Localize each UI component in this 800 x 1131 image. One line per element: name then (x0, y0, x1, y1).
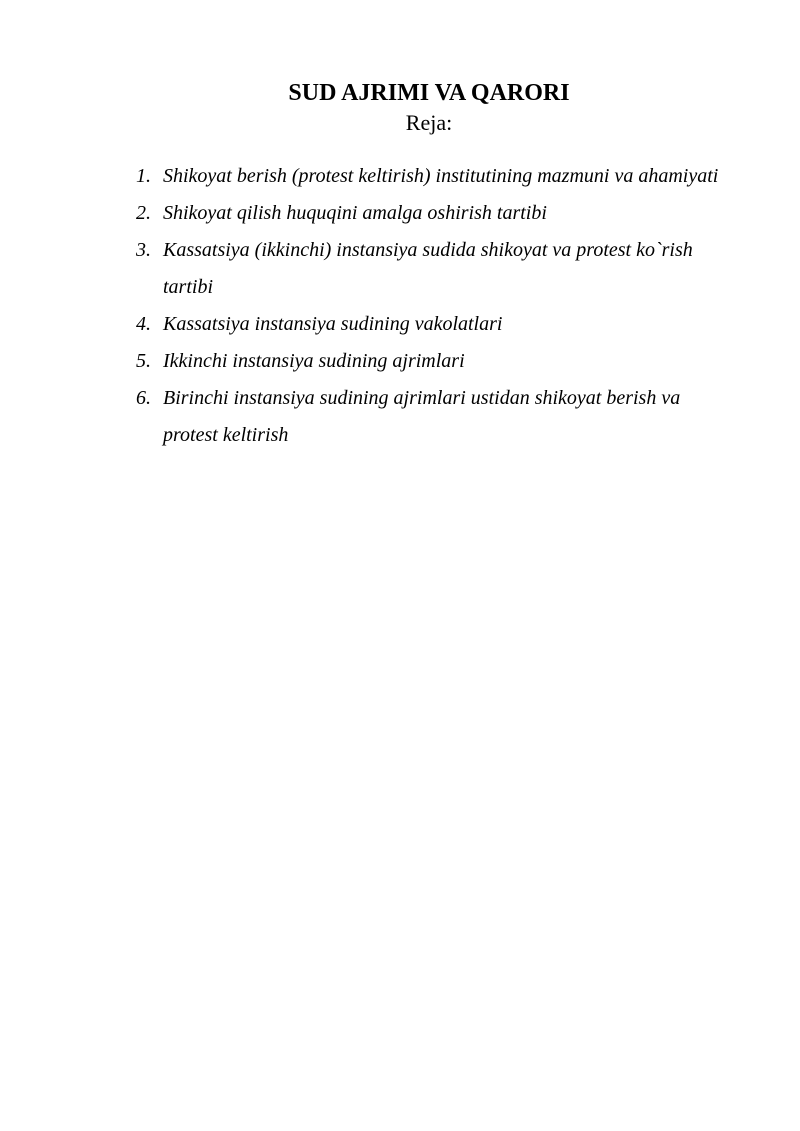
plan-item-1 (136, 158, 740, 195)
plan-item-text: Birinchi instansiya sudining ajrimlari ustidan shikoyat berish va protest keltirish (163, 387, 681, 446)
plan-item-text: Kassatsiya (ikkinchi) instansiya sudida shikoyat va protest ko`rish tartibi (163, 239, 693, 298)
plan-item-3 (136, 232, 740, 306)
plan-item-number: 1. (136, 165, 151, 187)
plan-item-number: 5. (136, 350, 151, 372)
plan-item-number: 6. (136, 387, 151, 409)
document-title: SUD AJRIMI VA QARORI (288, 80, 570, 106)
plan-item-text: Shikoyat qilish huquqini amalga oshirish tartibi (163, 202, 547, 224)
plan-item-text: Kassatsiya instansiya sudining vakolatlari (163, 313, 503, 335)
plan-item-text: Ikkinchi instansiya sudining ajrimlari (163, 350, 465, 372)
plan-item-text: Shikoyat berish (protest keltirish) institutining mazmuni va ahamiyati (163, 165, 719, 187)
plan-list (136, 158, 740, 454)
plan-item-6 (136, 380, 740, 454)
plan-item-number: 4. (136, 313, 151, 335)
plan-item-number: 2. (136, 202, 151, 224)
plan-item-5 (136, 343, 740, 380)
plan-heading: Reja: (405, 110, 453, 135)
plan-item-4 (136, 306, 740, 343)
plan-item-2 (136, 195, 740, 232)
plan-item-number: 3. (136, 239, 151, 261)
